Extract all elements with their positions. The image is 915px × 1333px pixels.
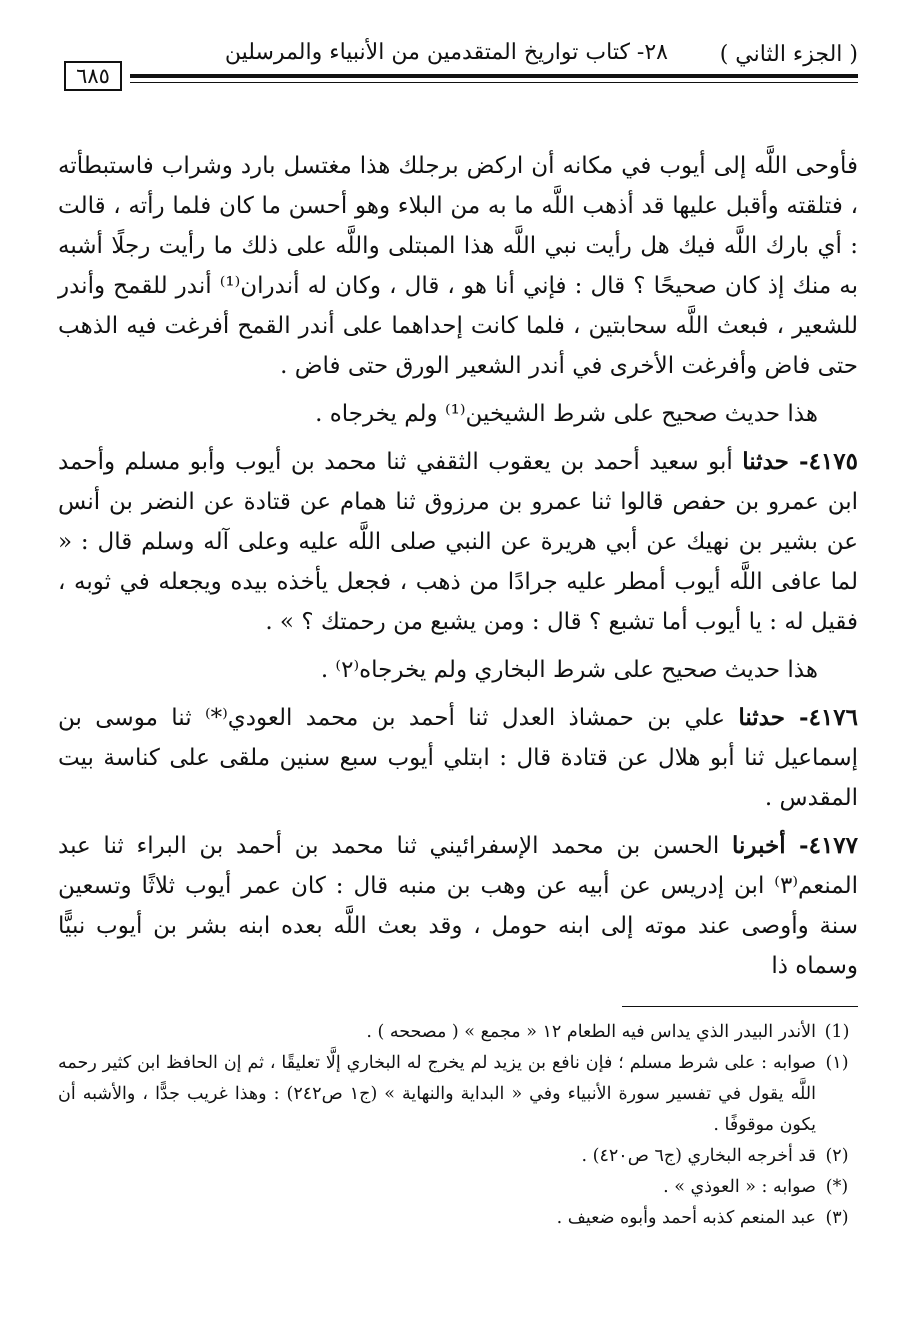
footnote bbox=[58, 1141, 858, 1172]
hadith-text: الحسن بن محمد الإسفرائيني ثنا محمد بن أحمد بن البراء ثنا عبد المنعم⁽٣⁾ ابن إدريس عن أبيه عن وهب بن منبه قال : كان عمر أيوب ثلاثًا وتسعين سنة وأوصى عند موته إلى ابنه حومل ، وقد بعث اللَّه بعده ابنه بشر بن أيوب نبيًّا وسماه ذا bbox=[58, 833, 858, 979]
hadith-number: ٤١٧٧ bbox=[808, 832, 859, 859]
hadith-4176 bbox=[58, 698, 858, 818]
hadith-text: علي بن حمشاذ العدل ثنا أحمد بن محمد العودي⁽*⁾ ثنا موسى بن إسماعيل ثنا أبو هلال عن قتادة قال : ابتلي أيوب سبع سنين ملقى على كناسة بيت المقدس . bbox=[58, 705, 858, 811]
footnote-separator bbox=[622, 1006, 858, 1007]
footnote-mark: (1) bbox=[824, 1022, 850, 1042]
footnote-mark: (١) bbox=[825, 1053, 849, 1073]
page-number: ٦٨٥ bbox=[76, 64, 110, 88]
footnote-text: صوابه : « العوذي » . bbox=[663, 1177, 816, 1197]
header-rule-thick bbox=[130, 74, 858, 78]
hadith-lead: - حدثنا bbox=[738, 704, 809, 731]
paragraph-ayyub-story: فأوحى اللَّه إلى أيوب في مكانه أن اركض برجلك هذا مغتسل بارد وشراب فاستبطأته ، فتلقته وأقبل عليها قد أذهب اللَّه ما به من البلاء وهو أحسن ما كان فلما رأته ، قالت : أي بارك اللَّه فيك هل رأيت نبي اللَّه هذا المبتلى واللَّه على ذلك ما رأيت رجلًا أشبه به منك إذ كان صحيحًا ؟ قال : فإني أنا هو ، قال ، وكان له أندران⁽¹⁾ أندر للقمح وأندر للشعير ، فبعث اللَّه سحابتين ، فلما كانت إحداهما على أندر القمح أفرغت فيه الذهب حتى فاض وأفرغت الأخرى في أندر الشعير الورق حتى فاض . bbox=[58, 153, 858, 379]
header-rule-thin bbox=[130, 82, 858, 83]
footnote bbox=[58, 1172, 858, 1203]
footnote bbox=[58, 1203, 858, 1234]
footnote-text: قد أخرجه البخاري (ج٦ ص٤٢٠) . bbox=[581, 1146, 816, 1166]
footnote-text: الأندر البيدر الذي يداس فيه الطعام ١٢ « مجمع » ( مصححه ) . bbox=[366, 1022, 816, 1042]
footnote-mark: (٢) bbox=[825, 1146, 849, 1166]
footnote-mark: (٣) bbox=[825, 1208, 849, 1228]
grading-note-1: هذا حديث صحيح على شرط الشيخين⁽¹⁾ ولم يخرجاه . bbox=[315, 401, 818, 427]
footnotes bbox=[58, 1017, 858, 1234]
footnote-text: عبد المنعم كذبه أحمد وأبوه ضعيف . bbox=[556, 1208, 816, 1228]
hadith-number: ٤١٧٦ bbox=[808, 704, 858, 731]
volume-label: ( الجزء الثاني ) bbox=[719, 42, 858, 67]
page-header bbox=[58, 32, 858, 94]
hadith-text: أبو سعيد أحمد بن يعقوب الثقفي ثنا محمد بن أيوب وأبو مسلم وأحمد ابن عمرو بن حفص قالوا ثنا عمرو بن مرزوق ثنا همام عن قتادة عن النضر بن أنس عن بشير بن نهيك عن أبي هريرة عن النبي صلى اللَّه عليه وعلى آله وسلم قال : « لما عافى اللَّه أيوب أمطر عليه جرادًا من ذهب ، فجعل يأخذه بيده ويجعله في ثوبه ، فقيل له : يا أيوب أما تشبع ؟ قال : ومن يشبع من رحمتك ؟ » . bbox=[58, 449, 858, 635]
chapter-title: ٢٨- كتاب تواريخ المتقدمين من الأنبياء والمرسلين bbox=[224, 40, 668, 65]
hadith-number: ٤١٧٥ bbox=[808, 448, 858, 475]
hadith-4175 bbox=[58, 442, 858, 642]
footnote-text: صوابه : على شرط مسلم ؛ فإن نافع بن يزيد لم يخرج له البخاري إلَّا تعليقًا ، ثم إن الحافظ ابن كثير رحمه اللَّه يقول في تفسير سورة الأنبياء وفي « البداية والنهاية » (ج١ ص٢٤٢) : وهذا غريب جدًّا ، والأشبه أن يكون موقوفًا . bbox=[58, 1053, 816, 1135]
footnote bbox=[58, 1048, 858, 1141]
footnote bbox=[58, 1017, 858, 1048]
page-number-box bbox=[64, 61, 122, 91]
grading-note-2: هذا حديث صحيح على شرط البخاري ولم يخرجاه⁽٢⁾ . bbox=[320, 657, 818, 683]
main-text bbox=[58, 146, 858, 986]
footnote-mark: (*) bbox=[825, 1177, 849, 1197]
hadith-lead: - أخبرنا bbox=[732, 832, 809, 859]
hadith-4177 bbox=[58, 826, 858, 986]
hadith-lead: - حدثنا bbox=[742, 448, 809, 475]
book-page bbox=[58, 32, 858, 1234]
